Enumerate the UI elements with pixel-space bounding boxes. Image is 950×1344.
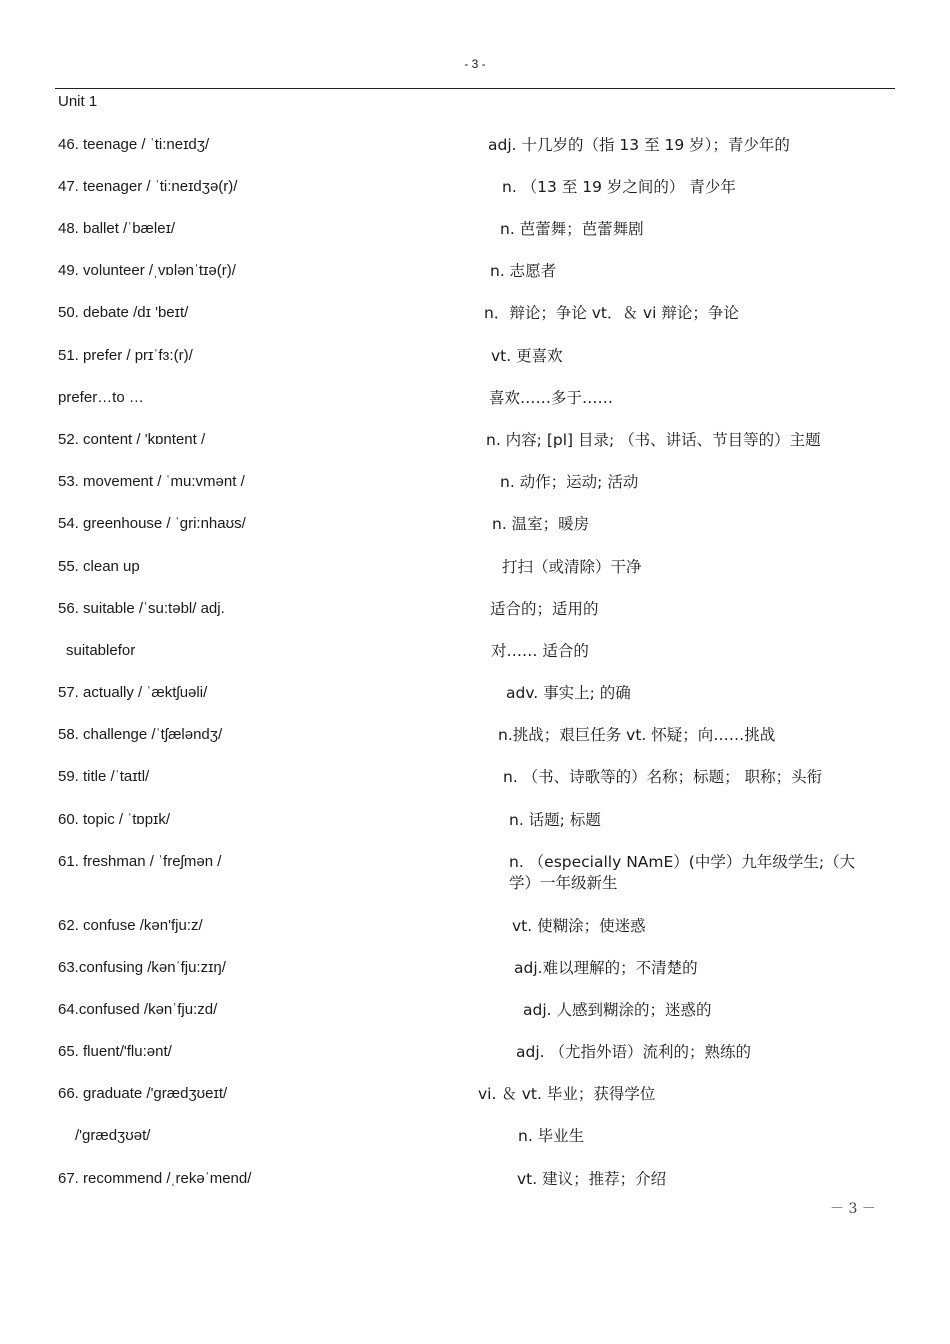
vocab-entry bbox=[0, 683, 950, 713]
vocab-definition: adj.难以理解的；不清楚的 bbox=[514, 959, 698, 977]
vocab-definition: 喜欢……多于…… bbox=[489, 389, 614, 407]
vocab-term: 65. fluent/'flu:ənt/ bbox=[58, 1043, 172, 1060]
vocab-definition: n. 话题; 标题 bbox=[509, 811, 601, 829]
vocab-definition: n. 内容; [pl] 目录; （书、讲话、节目等的）主题 bbox=[486, 431, 821, 449]
vocab-definition: vi. ＆ vt. 毕业；获得学位 bbox=[478, 1085, 656, 1103]
vocab-definition: adj. 十几岁的（指 13 至 19 岁）；青少年的 bbox=[488, 136, 790, 154]
vocab-term: 53. movement / ˈmu:vmənt / bbox=[58, 473, 245, 490]
vocab-definition: 打扫（或清除）干净 bbox=[502, 558, 642, 576]
vocab-definition: n. 毕业生 bbox=[518, 1127, 585, 1145]
vocab-definition: vt. 使糊涂；使迷惑 bbox=[512, 917, 646, 935]
vocab-term: 48. ballet /ˈbæleɪ/ bbox=[58, 220, 176, 237]
vocab-definition: n. 温室；暖房 bbox=[492, 515, 590, 533]
vocab-term: 47. teenager / ˈti:neɪdʒə(r)/ bbox=[58, 178, 238, 195]
vocab-definition: n. （13 至 19 岁之间的） 青少年 bbox=[502, 178, 736, 196]
vocab-entry bbox=[0, 852, 950, 904]
vocab-term: 58. challenge /ˈtʃæləndʒ/ bbox=[58, 726, 223, 743]
vocab-entry bbox=[0, 388, 950, 418]
vocab-definition: adj. 人感到糊涂的；迷惑的 bbox=[523, 1001, 712, 1019]
vocab-definition: adj. （尤指外语）流利的；熟练的 bbox=[516, 1043, 751, 1061]
vocab-entry bbox=[0, 557, 950, 587]
vocab-term: 62. confuse /kən'fju:z/ bbox=[58, 917, 203, 934]
vocab-definition: n. 志愿者 bbox=[490, 262, 557, 280]
vocab-term: 46. teenage / ˈti:neɪdʒ/ bbox=[58, 136, 210, 153]
vocab-entry bbox=[0, 641, 950, 671]
vocab-term: 59. title /ˈtaɪtl/ bbox=[58, 768, 150, 785]
vocab-entry bbox=[0, 303, 950, 333]
vocab-entry bbox=[0, 430, 950, 460]
vocab-entry bbox=[0, 514, 950, 544]
vocab-term: /'ɡrædʒʊət/ bbox=[75, 1127, 151, 1144]
vocab-entry bbox=[0, 261, 950, 291]
vocab-entry bbox=[0, 767, 950, 797]
vocab-entry bbox=[0, 1042, 950, 1072]
vocab-definition: 对…… 适合的 bbox=[491, 642, 589, 660]
vocab-term: 52. content / 'kɒntent / bbox=[58, 431, 206, 448]
vocab-term: 60. topic / ˈtɒpɪk/ bbox=[58, 811, 171, 828]
vocab-entry bbox=[0, 725, 950, 755]
vocab-term: 54. greenhouse / ˈgri:nhaʊs/ bbox=[58, 515, 246, 532]
vocab-entry bbox=[0, 916, 950, 946]
vocab-term: 51. prefer / prɪˈfɜ:(r)/ bbox=[58, 347, 193, 364]
vocab-term: 57. actually / ˈæktʃuəli/ bbox=[58, 684, 208, 701]
vocab-term: 49. volunteer /ˌvɒlənˈtɪə(r)/ bbox=[58, 262, 236, 279]
vocab-entry bbox=[0, 219, 950, 249]
vocab-entry bbox=[0, 177, 950, 207]
vocab-term: 50. debate /dɪ 'beɪt/ bbox=[58, 304, 189, 321]
vocab-definition: n．辩论；争论 vt．＆ vi 辩论；争论 bbox=[484, 304, 739, 322]
vocab-entry bbox=[0, 1000, 950, 1030]
vocab-term: 66. graduate /'ɡrædʒʊeɪt/ bbox=[58, 1085, 228, 1102]
page-number-bottom: － 3 － bbox=[830, 1201, 876, 1217]
vocab-term: 64.confused /kənˈfju:zd/ bbox=[58, 1001, 218, 1018]
vocab-term: 63.confusing /kənˈfju:zɪŋ/ bbox=[58, 959, 226, 976]
vocab-term: suitablefor bbox=[66, 642, 136, 659]
vocab-term: 55. clean up bbox=[58, 558, 140, 575]
vocab-entry bbox=[0, 1126, 950, 1156]
vocab-entry bbox=[0, 958, 950, 988]
vocab-entry bbox=[0, 599, 950, 629]
vocab-definition: vt. 建议；推荐；介绍 bbox=[517, 1170, 667, 1188]
vocab-entry bbox=[0, 810, 950, 840]
vocab-definition: 适合的；适用的 bbox=[490, 600, 599, 618]
vocab-definition: n. （especially NAmE）(中学）九年级学生;（大学）一年级新生 bbox=[509, 853, 856, 892]
unit-title: Unit 1 bbox=[58, 93, 98, 110]
vocab-definition: n. 动作；运动; 活动 bbox=[500, 473, 639, 491]
header-rule bbox=[55, 88, 895, 89]
vocab-term: 61. freshman / ˈfreʃmən / bbox=[58, 853, 222, 870]
vocab-definition: n.挑战；艰巨任务 vt. 怀疑；向……挑战 bbox=[498, 726, 776, 744]
vocab-entry bbox=[0, 346, 950, 376]
vocab-entry bbox=[0, 135, 950, 165]
vocab-definition: n. 芭蕾舞；芭蕾舞剧 bbox=[500, 220, 644, 238]
vocab-entry bbox=[0, 1084, 950, 1114]
vocab-definition: n. （书、诗歌等的）名称；标题； 职称；头衔 bbox=[503, 768, 823, 786]
vocab-term: 67. recommend /ˌrekəˈmend/ bbox=[58, 1170, 252, 1187]
vocab-entry bbox=[0, 1169, 950, 1199]
vocab-definition: vt. 更喜欢 bbox=[491, 347, 563, 365]
page-number-top: - 3 - bbox=[464, 57, 486, 71]
vocab-entry bbox=[0, 472, 950, 502]
vocab-definition: adv. 事实上; 的确 bbox=[506, 684, 631, 702]
vocab-term: prefer…to … bbox=[58, 389, 144, 406]
vocab-term: 56. suitable /ˈsu:təbl/ adj. bbox=[58, 600, 225, 617]
